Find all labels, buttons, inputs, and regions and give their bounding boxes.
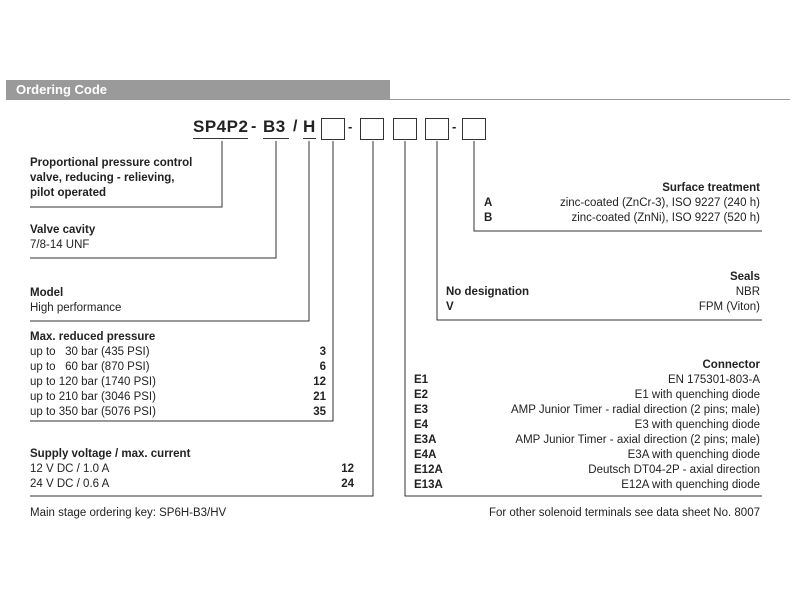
- supply-row-code: 12: [341, 463, 354, 475]
- pressure-row-code: 12: [313, 376, 326, 388]
- connector-row-label: EN 175301-803-A: [667, 374, 760, 386]
- surface-row-code: B: [484, 212, 493, 224]
- connector-row-code: E3A: [414, 434, 437, 446]
- code-separator: -: [251, 118, 257, 135]
- pressure-row-label: up to 120 bar (1740 PSI): [30, 376, 156, 388]
- connector-title: Connector: [702, 359, 760, 371]
- code-separator: -: [452, 119, 457, 134]
- seals-title: Seals: [729, 271, 760, 283]
- surface-row-code: A: [484, 197, 493, 209]
- pressure-row-label: up to 350 bar (5076 PSI): [30, 406, 156, 418]
- section-title: Ordering Code: [16, 82, 108, 97]
- pressure-row-code: 6: [319, 361, 326, 373]
- supply-row-label: 24 V DC / 0.6 A: [30, 478, 110, 490]
- connector-row-code: E13A: [414, 479, 443, 491]
- connector-row-label: E12A with quenching diode: [621, 479, 760, 491]
- code-b3: B3: [263, 117, 286, 136]
- valve-cavity-value: 7/8-14 UNF: [30, 239, 90, 251]
- connector-row-label: E1 with quenching diode: [634, 389, 760, 401]
- surface-row-label: zinc-coated (ZnNi), ISO 9227 (520 h): [571, 212, 760, 224]
- code-underline: [303, 138, 316, 139]
- code-h: H: [303, 117, 316, 136]
- pressure-row-code: 21: [313, 391, 326, 403]
- code-box-connector: [393, 118, 417, 140]
- pressure-row-label: up to 210 bar (3046 PSI): [30, 391, 156, 403]
- description-line-3: pilot operated: [30, 187, 107, 199]
- connector-row-label: AMP Junior Timer - radial direction (2 pins; male): [510, 404, 760, 416]
- footer-main-stage-key: Main stage ordering key: SP6H-B3/HV: [30, 507, 227, 519]
- footer-datasheet-note: For other solenoid terminals see data sheet No. 8007: [488, 507, 760, 519]
- connector-row-label: E3 with quenching diode: [634, 419, 760, 431]
- seals-row-label: NBR: [735, 286, 760, 298]
- code-box-pressure: [321, 118, 345, 140]
- supply-row-code: 24: [341, 478, 354, 490]
- code-slash: /: [293, 118, 298, 135]
- code-box-seals: [425, 118, 449, 140]
- surface-title: Surface treatment: [662, 182, 760, 194]
- connector-row-code: E12A: [414, 464, 443, 476]
- code-box-surface: [462, 118, 486, 140]
- supply-title: Supply voltage / max. current: [30, 448, 191, 460]
- seals-row-code: V: [446, 301, 454, 313]
- connector-row-code: E1: [414, 374, 429, 386]
- connector-row-label: E3A with quenching diode: [627, 449, 760, 461]
- seals-row-label: FPM (Viton): [698, 301, 760, 313]
- description-line-1: Proportional pressure control: [30, 157, 193, 169]
- code-sp4p2: SP4P2: [193, 117, 249, 136]
- connector-row-code: E2: [414, 389, 429, 401]
- seals-row-code: No designation: [446, 286, 530, 298]
- code-separator: -: [348, 119, 353, 134]
- description-line-2: valve, reducing - relieving,: [30, 172, 175, 184]
- surface-row-label: zinc-coated (ZnCr-3), ISO 9227 (240 h): [559, 197, 760, 209]
- model-value: High performance: [30, 302, 122, 314]
- pressure-row-code: 3: [319, 346, 326, 358]
- model-title: Model: [30, 287, 64, 299]
- supply-row-label: 12 V DC / 1.0 A: [30, 463, 110, 475]
- connector-row-label: AMP Junior Timer - axial direction (2 pins; male): [515, 434, 760, 446]
- connector-row-code: E3: [414, 404, 429, 416]
- pressure-row-label: up to 60 bar (870 PSI): [30, 361, 150, 373]
- connector-row-label: Deutsch DT04-2P - axial direction: [588, 464, 760, 476]
- code-underline: [263, 138, 289, 139]
- connector-row-code: E4A: [414, 449, 437, 461]
- pressure-row-label: up to 30 bar (435 PSI): [30, 346, 150, 358]
- code-underline: [193, 138, 248, 139]
- pressure-title: Max. reduced pressure: [30, 331, 156, 343]
- valve-cavity-title: Valve cavity: [30, 224, 96, 236]
- code-box-voltage: [360, 118, 384, 140]
- pressure-row-code: 35: [313, 406, 326, 418]
- connector-row-code: E4: [414, 419, 429, 431]
